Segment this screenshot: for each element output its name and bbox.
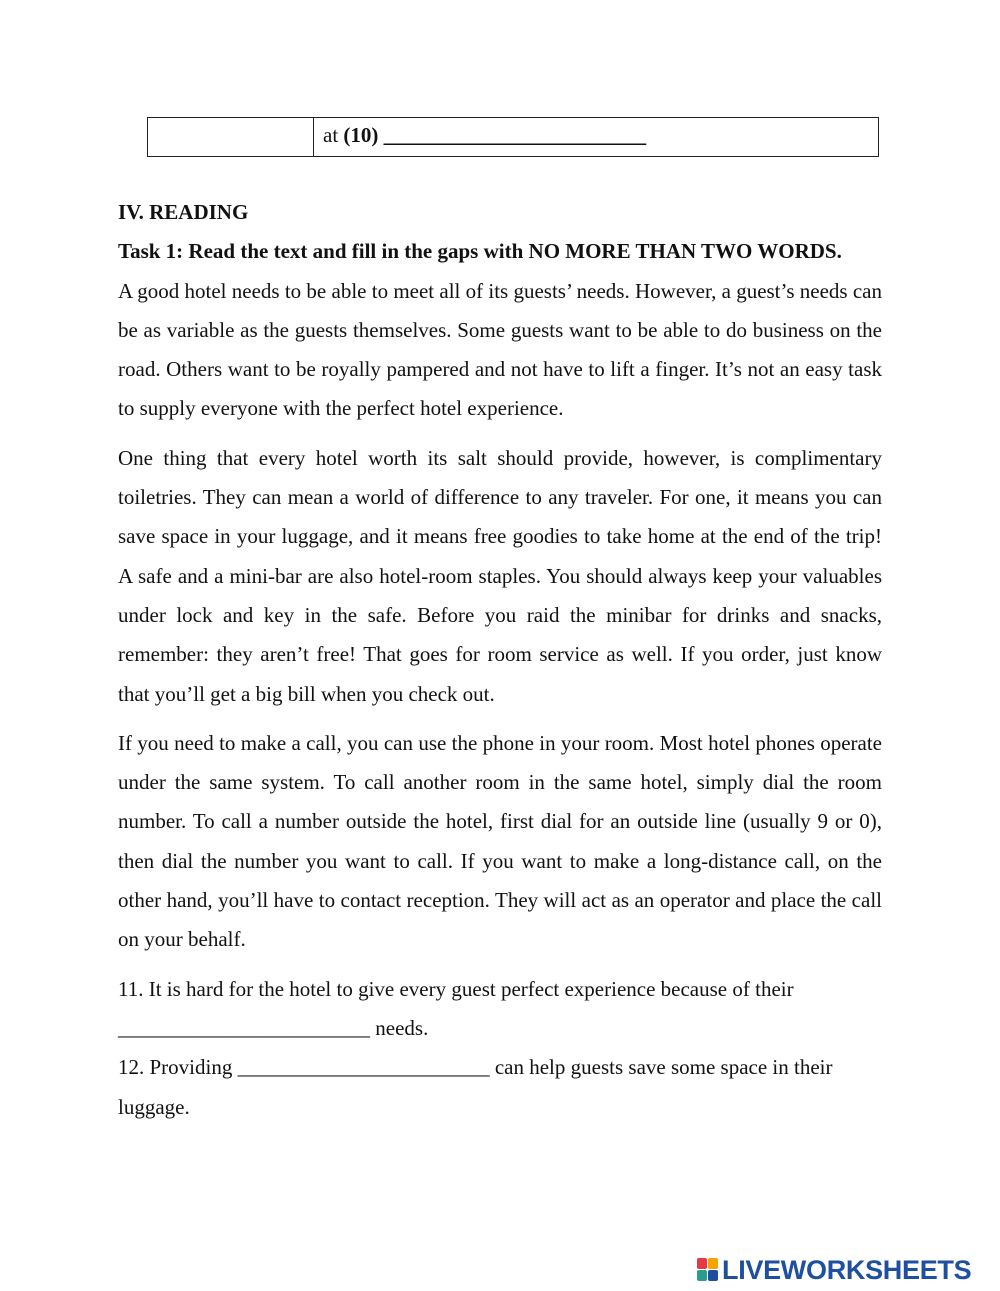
question-11-end: needs.	[370, 1015, 429, 1040]
reading-paragraph-3: If you need to make a call, you can use the phone in your room. Most hotel phones operate under the same system. To call another room in the same hotel, simply dial the room number. To call a number outside the hotel, first dial for an outside line (usually 9 or 0), then dial the number you want to call. If you want to make a long-distance call, on the other hand, you’ll have to contact reception. They will act as an operator and place the call on your behalf.	[118, 730, 882, 952]
question-11-text: 11. It is hard for the hotel to give every guest perfect experience because of their	[118, 976, 794, 1001]
question-12-start: 12. Providing	[118, 1055, 238, 1080]
logo-blocks-icon	[697, 1258, 719, 1282]
answer-blank-12[interactable]: ________________________	[237, 1055, 490, 1080]
task-title: Task 1: Read the text and fill in the gaps with NO MORE THAN TWO WORDS.	[118, 239, 842, 264]
question-12-end: can help guests save some space in their luggage.	[118, 1055, 833, 1119]
liveworksheets-logo	[697, 1255, 971, 1285]
answer-table-row	[147, 117, 879, 157]
answer-blank-10[interactable]: _________________________	[378, 123, 647, 147]
table-prefix: at	[323, 123, 344, 147]
reading-section	[118, 193, 882, 1127]
question-12	[118, 1048, 882, 1127]
reading-paragraph-2: One thing that every hotel worth its salt should provide, however, is complimentary toiletries. They can mean a world of difference to any traveler. For one, it means you can save space in your luggage, and it means free goodies to take home at the end of the trip! A safe and a mini-bar are also hotel-room staples. You should always keep your valuables under lock and key in the safe. Before you raid the minibar for drinks and snacks, remember: they aren’t free! That goes for room service as well. If you order, just know that you’ll get a big bill when you check out.	[118, 445, 882, 706]
question-number-10: (10)	[343, 123, 379, 147]
section-title: IV. READING	[118, 200, 249, 224]
logo-text: LIVEWORKSHEETS	[722, 1254, 972, 1285]
table-empty-cell	[148, 118, 314, 156]
table-text-cell	[314, 118, 878, 156]
question-11	[118, 970, 882, 1049]
reading-paragraph-1: A good hotel needs to be able to meet all of its guests’ needs. However, a guest’s needs can be as variable as the guests themselves. Some guests want to be able to do business on the road. Others want to be royally pampered and not have to lift a finger. It’s not an easy task to supply everyone with the perfect hotel experience.	[118, 278, 882, 421]
answer-blank-11[interactable]: ________________________	[118, 1015, 370, 1040]
